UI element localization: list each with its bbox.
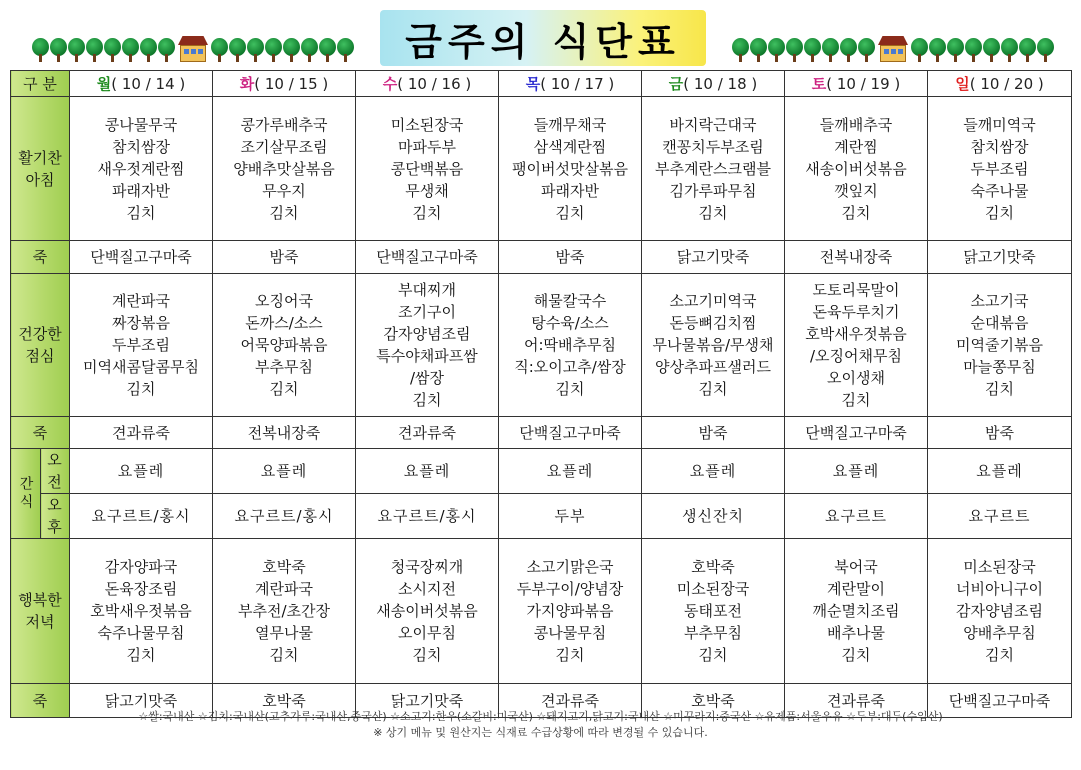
juk-cell: 밤죽: [213, 241, 356, 274]
day-header: [499, 71, 642, 97]
tree-icon: [911, 38, 928, 62]
snack-pm-cell: 요구르트: [928, 494, 1072, 539]
meal-table: [10, 70, 1072, 718]
day-name: 일: [955, 74, 970, 93]
tree-icon: [1019, 38, 1036, 62]
dish-item: 바지락근대국: [669, 115, 757, 134]
dish-item: 배추나물: [827, 624, 885, 642]
tree-icon: [750, 38, 767, 62]
snack-am-cell: 요플레: [213, 449, 356, 494]
tree-icon: [247, 38, 264, 62]
juk-label: 죽: [11, 684, 70, 718]
juk-cell: 호박죽: [213, 684, 356, 718]
snack-am-row: [11, 449, 1072, 494]
dish-item: 김치: [698, 646, 728, 664]
dinner-cell: [785, 539, 928, 684]
tree-icon: [858, 38, 875, 62]
day-date: ( 10 / 19 ): [826, 74, 901, 93]
dish-item: 양배추맛살볶음: [233, 159, 335, 178]
dish-item: 마파두부: [398, 137, 456, 156]
dish-item: 조기살무조림: [240, 137, 328, 156]
dish-item: 깨순멸치조림: [812, 602, 900, 620]
dish-item: 소고기미역국: [669, 292, 757, 310]
dish-item: 계란말이: [827, 580, 885, 598]
juk-cell: 닭고기맛죽: [356, 684, 499, 718]
dish-item: 김치: [126, 203, 156, 222]
day-header: [642, 71, 785, 97]
snack-pm-row: [11, 494, 1072, 539]
lunch-label: [11, 274, 70, 417]
lunch-label-line1: 건강한: [18, 325, 62, 343]
change-note: ※ 상기 메뉴 및 원산지는 식재료 수급상황에 따라 변경될 수 있습니다.: [373, 726, 708, 739]
dish-item: 참치쌈장: [970, 137, 1029, 156]
dish-item: 김치: [555, 646, 585, 664]
tree-icon: [947, 38, 964, 62]
dish-item: 무나물볶음/무생채: [652, 336, 774, 354]
snack-am-cell: 요플레: [642, 449, 785, 494]
juk-cell: 견과류죽: [785, 684, 928, 718]
breakfast-cell: [356, 97, 499, 241]
dish-item: 팽이버섯맛살볶음: [512, 159, 628, 178]
dish-item: 콩가루배추국: [240, 115, 328, 134]
dish-item: 청국장찌개: [390, 558, 464, 576]
snack-am-cell: 요플레: [499, 449, 642, 494]
dish-item: 콩나물무국: [104, 115, 178, 134]
dish-item: 김치: [841, 391, 871, 409]
dish-item: 소고기맑은국: [526, 558, 614, 576]
snack-pm-cell: 두부: [499, 494, 642, 539]
juk-cell: 전복내장죽: [785, 241, 928, 274]
dish-item: 돈등뼈김치찜: [669, 314, 757, 332]
snack-am-label-1: 오: [47, 451, 63, 469]
dish-item: 김치: [841, 646, 871, 664]
day-name: 월: [96, 74, 112, 93]
dish-item: 마늘쫑무침: [963, 358, 1036, 376]
dish-item: 탕수육/소스: [531, 314, 609, 332]
day-header: [213, 71, 356, 97]
day-header: [70, 71, 213, 97]
day-date: ( 10 / 15 ): [254, 74, 329, 93]
dinner-label: [11, 539, 70, 684]
dish-item: 부추무침: [255, 358, 313, 376]
snack-pm-cell: 생신잔치: [642, 494, 785, 539]
dish-item: 콩단백볶음: [390, 159, 464, 178]
snack-pm-cell: 요구르트: [785, 494, 928, 539]
lunch-cell: [499, 274, 642, 417]
day-date: ( 10 / 17 ): [540, 74, 615, 93]
juk-cell: 견과류죽: [70, 417, 213, 449]
dish-item: 새송이버섯볶음: [805, 159, 907, 178]
dish-item: 계란찜: [834, 137, 878, 156]
dish-item: 부추계란스크램블: [655, 159, 771, 178]
dinner-cell: [499, 539, 642, 684]
dish-item: 동태포전: [684, 602, 742, 620]
dish-item: 숙주나물무침: [97, 624, 185, 642]
dish-item: 김치: [269, 646, 299, 664]
day-date: ( 10 / 14 ): [111, 74, 186, 93]
dinner-row: [11, 539, 1072, 684]
juk-cell: 닭고기맛죽: [928, 241, 1072, 274]
dish-item: 캔꽁치두부조림: [662, 137, 764, 156]
left-decoration: [32, 36, 354, 62]
snack-am-cell: 요플레: [785, 449, 928, 494]
dish-item: 김치: [269, 203, 299, 222]
dish-item: 해물칼국수: [533, 292, 607, 310]
page-title: 금주의 식단표: [380, 10, 706, 66]
dish-item: 김치: [555, 203, 585, 222]
tree-icon: [68, 38, 85, 62]
header: [0, 0, 1081, 70]
dish-item: 파래자반: [112, 181, 170, 200]
dish-item: 들깨무채국: [533, 115, 607, 134]
lunch-label-line2: 점심: [25, 347, 55, 365]
day-date: ( 10 / 18 ): [683, 74, 758, 93]
juk-cell: 견과류죽: [499, 684, 642, 718]
dish-item: 김치: [985, 203, 1014, 222]
dish-item: 감자양념조림: [956, 602, 1043, 620]
dinner-cell: [642, 539, 785, 684]
dish-item: 김치: [698, 380, 728, 398]
lunch-cell: [356, 274, 499, 417]
dish-item: 조기구이: [398, 303, 456, 321]
dish-item: 오이생채: [827, 369, 885, 387]
breakfast-label-line1: 활기찬: [18, 148, 62, 167]
tree-icon: [229, 38, 246, 62]
day-date: ( 10 / 20 ): [969, 74, 1044, 93]
dish-item: 짜장볶음: [112, 314, 170, 332]
tree-icon: [732, 38, 749, 62]
dinner-label-line1: 행복한: [18, 591, 62, 609]
snack-pm-cell: 요구르트/홍시: [356, 494, 499, 539]
tree-icon: [1037, 38, 1054, 62]
day-header: [928, 71, 1072, 97]
dinner-cell: [928, 539, 1072, 684]
dish-item: 열무나물: [255, 624, 313, 642]
dish-item: 콩나물무침: [533, 624, 607, 642]
dish-item: 부추전/초간장: [238, 602, 330, 620]
dish-item: 미역줄기볶음: [956, 336, 1043, 354]
dish-item: 감자양파국: [104, 558, 178, 576]
dish-item: 김치: [698, 203, 728, 222]
breakfast-cell: [928, 97, 1072, 241]
dish-item: 돈육두루치기: [812, 303, 900, 321]
dish-item: 너비아니구이: [956, 580, 1043, 598]
tree-icon: [804, 38, 821, 62]
dish-item: 오징어국: [255, 292, 313, 310]
house-icon: [178, 36, 208, 62]
day-name: 금: [668, 74, 684, 93]
dish-item: 오이무침: [398, 624, 456, 642]
lunch-cell: [213, 274, 356, 417]
tree-icon: [965, 38, 982, 62]
snack-pm-label-1: 오: [47, 496, 63, 514]
house-icon: [878, 36, 908, 62]
dish-item: 북어국: [834, 558, 878, 576]
juk-cell: 단백질고구마죽: [785, 417, 928, 449]
tree-icon: [337, 38, 354, 62]
tree-icon: [768, 38, 785, 62]
dish-item: 김치: [985, 380, 1014, 398]
header-row: [11, 71, 1072, 97]
dish-item: 새우젓계란찜: [97, 159, 185, 178]
tree-icon: [140, 38, 157, 62]
dish-item: 돈육장조림: [104, 580, 178, 598]
tree-icon: [822, 38, 839, 62]
tree-icon: [104, 38, 121, 62]
dish-item: 소시지전: [398, 580, 456, 598]
dish-item: 가지양파볶음: [526, 602, 614, 620]
tree-icon: [301, 38, 318, 62]
dish-item: 새송이버섯볶음: [376, 602, 478, 620]
snack-pm-label-2: 후: [47, 518, 63, 536]
juk-cell: 호박죽: [642, 684, 785, 718]
dish-item: 김치: [985, 646, 1014, 664]
dish-item: 숙주나물: [970, 181, 1029, 200]
dish-item: 김치: [841, 203, 871, 222]
dish-item: 김치: [126, 380, 156, 398]
dinner-label-line2: 저녁: [25, 613, 55, 631]
snack-am-cell: 요플레: [928, 449, 1072, 494]
dish-item: 계란파국: [112, 292, 170, 310]
right-decoration: [732, 36, 1054, 62]
juk-cell: 밤죽: [928, 417, 1072, 449]
dish-item: 무생채: [405, 181, 449, 200]
juk-cell: 단백질고구마죽: [70, 241, 213, 274]
dish-item: 들깨배추국: [819, 115, 893, 134]
breakfast-cell: [642, 97, 785, 241]
breakfast-juk-row: [11, 241, 1072, 274]
dish-item: 계란파국: [255, 580, 313, 598]
dish-item: 양상추파프샐러드: [655, 358, 771, 376]
dish-item: 두부구이/양념장: [516, 580, 624, 598]
dinner-cell: [356, 539, 499, 684]
lunch-cell: [70, 274, 213, 417]
snack-am-cell: 요플레: [70, 449, 213, 494]
dish-item: 호박죽: [262, 558, 306, 576]
juk-cell: 닭고기맛죽: [70, 684, 213, 718]
dish-item: 김치: [126, 646, 156, 664]
dish-item: 어묵양파볶음: [240, 336, 328, 354]
dish-item: 부추무침: [684, 624, 742, 642]
tree-icon: [283, 38, 300, 62]
category-label: 구 분: [11, 71, 70, 97]
tree-icon: [86, 38, 103, 62]
origin-note: ☆쌀:국내산 ☆김치:국내산(고추가루:국내산,중국산) ☆소고기:한우(소갈비:미국산) ☆돼지고기,닭고기:국내산 ☆미꾸라지:중국산 ☆유제품:서울우유 ☆두부:대두(수입산): [138, 710, 943, 723]
dish-item: 부대찌개: [398, 281, 456, 299]
juk-label: 죽: [11, 417, 70, 449]
dish-item: 소고기국: [970, 292, 1029, 310]
dish-item: 김가루파무침: [669, 181, 757, 200]
dinner-cell: [213, 539, 356, 684]
dish-item: 김치: [412, 203, 442, 222]
tree-icon: [786, 38, 803, 62]
tree-icon: [983, 38, 1000, 62]
dish-item: 삼색계란찜: [533, 137, 607, 156]
snack-am-label: [41, 449, 70, 494]
day-name: 목: [525, 74, 541, 93]
lunch-cell: [928, 274, 1072, 417]
dish-item: 무우지: [262, 181, 306, 200]
juk-cell: 닭고기맛죽: [642, 241, 785, 274]
dish-item: 김치: [555, 380, 585, 398]
dish-item: 미소된장국: [963, 558, 1036, 576]
snack-label: 간식: [11, 449, 41, 539]
dish-item: 순대볶음: [970, 314, 1029, 332]
juk-cell: 단백질고구마죽: [928, 684, 1072, 718]
tree-icon: [50, 38, 67, 62]
juk-cell: 단백질고구마죽: [356, 241, 499, 274]
breakfast-cell: [785, 97, 928, 241]
dish-item: 돈까스/소스: [245, 314, 323, 332]
juk-cell: 견과류죽: [356, 417, 499, 449]
dish-item: 참치쌈장: [112, 137, 170, 156]
juk-cell: 밤죽: [499, 241, 642, 274]
dish-item: 미역새콤달콤무침: [83, 358, 199, 376]
snack-pm-label: [41, 494, 70, 539]
breakfast-cell: [499, 97, 642, 241]
breakfast-row: [11, 97, 1072, 241]
day-date: ( 10 / 16 ): [397, 74, 472, 93]
dish-item: 김치: [412, 391, 442, 409]
dish-item: 도토리묵말이: [812, 281, 900, 299]
lunch-cell: [642, 274, 785, 417]
lunch-cell: [785, 274, 928, 417]
dish-item: 두부조림: [970, 159, 1029, 178]
tree-icon: [122, 38, 139, 62]
breakfast-cell: [213, 97, 356, 241]
dish-item: 김치: [269, 380, 299, 398]
lunch-juk-row: [11, 417, 1072, 449]
day-header: [785, 71, 928, 97]
breakfast-label: [11, 97, 70, 241]
day-name: 수: [382, 74, 398, 93]
tree-icon: [211, 38, 228, 62]
tree-icon: [158, 38, 175, 62]
dish-item: 호박새우젓볶음: [805, 325, 907, 343]
dish-item: 미소된장국: [676, 580, 750, 598]
dish-item: 호박죽: [691, 558, 735, 576]
tree-icon: [32, 38, 49, 62]
juk-cell: 단백질고구마죽: [499, 417, 642, 449]
dinner-cell: [70, 539, 213, 684]
dish-item: 두부조림: [112, 336, 170, 354]
juk-cell: 전복내장죽: [213, 417, 356, 449]
juk-cell: 밤죽: [642, 417, 785, 449]
breakfast-label-line2: 아침: [25, 170, 55, 189]
lunch-row: [11, 274, 1072, 417]
tree-icon: [840, 38, 857, 62]
dish-item: /쌈장: [409, 369, 445, 387]
dish-item: 직:오이고추/쌈장: [514, 358, 626, 376]
snack-pm-cell: 요구르트/홍시: [213, 494, 356, 539]
breakfast-cell: [70, 97, 213, 241]
tree-icon: [319, 38, 336, 62]
tree-icon: [1001, 38, 1018, 62]
snack-am-label-2: 전: [47, 473, 63, 491]
dish-item: 호박새우젓볶음: [90, 602, 192, 620]
tree-icon: [265, 38, 282, 62]
dish-item: 양배추무침: [963, 624, 1036, 642]
dish-item: 김치: [412, 646, 442, 664]
dish-item: 파래자반: [541, 181, 599, 200]
dish-item: /오징어채무침: [810, 347, 902, 365]
snack-am-cell: 요플레: [356, 449, 499, 494]
juk-label: 죽: [11, 241, 70, 274]
dish-item: 깻잎지: [834, 181, 878, 200]
snack-pm-cell: 요구르트/홍시: [70, 494, 213, 539]
dish-item: 감자양념조림: [383, 325, 471, 343]
dish-item: 특수야채파프쌈: [376, 347, 478, 365]
day-header: [356, 71, 499, 97]
dish-item: 들깨미역국: [963, 115, 1036, 134]
dish-item: 어:딱배추무침: [524, 336, 616, 354]
dish-item: 미소된장국: [390, 115, 464, 134]
day-name: 토: [811, 74, 827, 93]
tree-icon: [929, 38, 946, 62]
day-name: 화: [239, 74, 255, 93]
footer-notes: [0, 709, 1081, 741]
